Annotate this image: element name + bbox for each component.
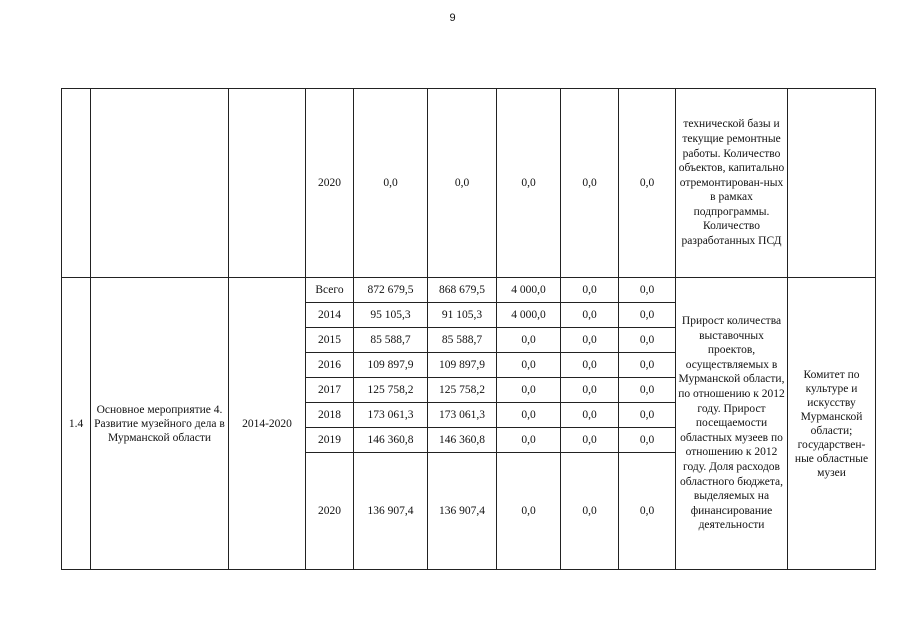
total-cell: 125 758,2 [354,378,428,403]
other-funds-cell: 0,0 [619,403,676,428]
federal-budget-cell: 0,0 [497,353,561,378]
federal-budget-cell: 0,0 [497,328,561,353]
item-number-cell-empty [62,89,91,278]
page-number: 9 [449,12,456,24]
total-cell: 85 588,7 [354,328,428,353]
regional-budget-cell: 136 907,4 [428,453,497,570]
federal-budget-cell: 0,0 [497,403,561,428]
executor-cell-empty [788,89,876,278]
executor-cell: Комитет по культуре и искусству Мурманской области; государствен-ные областные музеи [788,278,876,570]
regional-budget-cell: 109 897,9 [428,353,497,378]
federal-budget-cell: 0,0 [497,89,561,278]
year-cell: 2015 [306,328,354,353]
local-budget-cell: 0,0 [561,353,619,378]
other-funds-cell: 0,0 [619,303,676,328]
regional-budget-cell: 125 758,2 [428,378,497,403]
table-row [62,89,876,278]
local-budget-cell: 0,0 [561,89,619,278]
federal-budget-cell: 4 000,0 [497,303,561,328]
other-funds-cell: 0,0 [619,428,676,453]
other-funds-cell: 0,0 [619,278,676,303]
local-budget-cell: 0,0 [561,453,619,570]
regional-budget-cell: 0,0 [428,89,497,278]
table-row [62,278,876,303]
period-cell: 2014-2020 [229,278,306,570]
item-name-cell: Основное мероприятие 4. Развитие музейного дела в Мурманской области [91,278,229,570]
total-cell: 95 105,3 [354,303,428,328]
year-cell: 2014 [306,303,354,328]
local-budget-cell: 0,0 [561,428,619,453]
budget-table [61,88,876,570]
regional-budget-cell: 173 061,3 [428,403,497,428]
year-cell: 2020 [306,89,354,278]
local-budget-cell: 0,0 [561,378,619,403]
federal-budget-cell: 4 000,0 [497,278,561,303]
other-funds-cell: 0,0 [619,89,676,278]
total-cell: 173 061,3 [354,403,428,428]
total-cell: 109 897,9 [354,353,428,378]
item-number-cell: 1.4 [62,278,91,570]
regional-budget-cell: 91 105,3 [428,303,497,328]
item-name-cell-empty [91,89,229,278]
year-cell: 2019 [306,428,354,453]
other-funds-cell: 0,0 [619,328,676,353]
indicator-cell: технической базы и текущие ремонтные работы. Количество объектов, капитально отремонтирован-ных в рамках подпрограммы. Количество разработанных ПСД [676,89,788,278]
federal-budget-cell: 0,0 [497,378,561,403]
indicator-cell: Прирост количества выставочных проектов, осуществляемых в Мурманской области, по отношению к 2012 году. Прирост посещаемости областных музеев по отношению к 2012 году. Доля расходов областного бюджета, выделяемых на финансирование деятельности [676,278,788,570]
federal-budget-cell: 0,0 [497,453,561,570]
year-cell: Всего [306,278,354,303]
regional-budget-cell: 85 588,7 [428,328,497,353]
total-cell: 872 679,5 [354,278,428,303]
other-funds-cell: 0,0 [619,378,676,403]
other-funds-cell: 0,0 [619,453,676,570]
total-cell: 0,0 [354,89,428,278]
other-funds-cell: 0,0 [619,353,676,378]
total-cell: 136 907,4 [354,453,428,570]
year-cell: 2016 [306,353,354,378]
year-cell: 2020 [306,453,354,570]
total-cell: 146 360,8 [354,428,428,453]
year-cell: 2018 [306,403,354,428]
period-cell-empty [229,89,306,278]
year-cell: 2017 [306,378,354,403]
local-budget-cell: 0,0 [561,403,619,428]
local-budget-cell: 0,0 [561,328,619,353]
local-budget-cell: 0,0 [561,278,619,303]
local-budget-cell: 0,0 [561,303,619,328]
regional-budget-cell: 146 360,8 [428,428,497,453]
federal-budget-cell: 0,0 [497,428,561,453]
regional-budget-cell: 868 679,5 [428,278,497,303]
